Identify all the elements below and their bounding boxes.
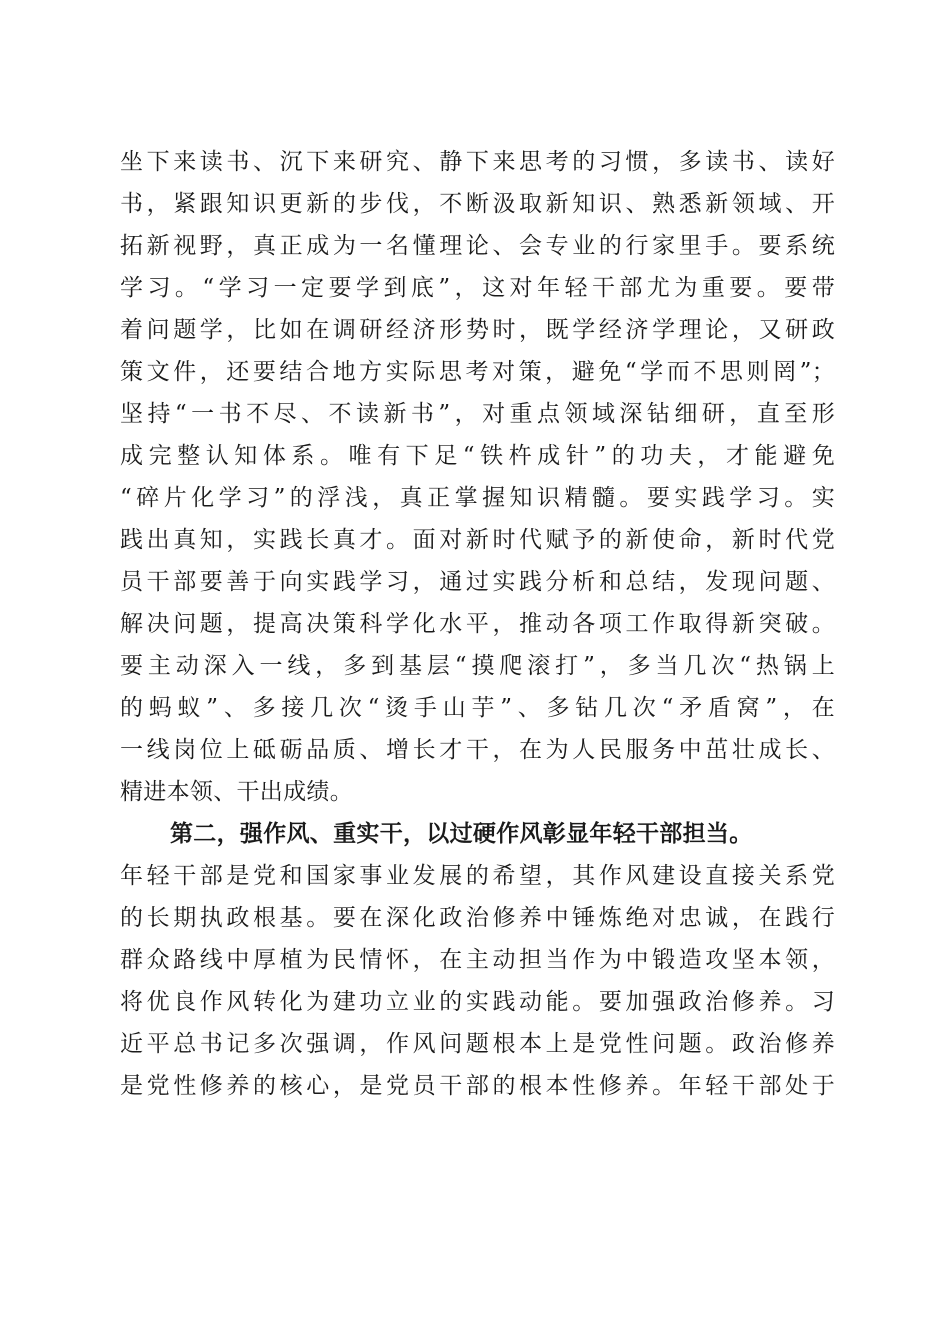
text-line: 群众路线中厚植为民情怀，在主动担当作为中锻造攻坚本领，: [120, 947, 835, 973]
text-line: 着问题学，比如在调研经济形势时，既学经济学理论，又研政: [120, 317, 835, 343]
text-line: 践出真知，实践长真才。面对新时代赋予的新使命，新时代党: [120, 527, 835, 553]
text-line: 要主动深入一线，多到基层“摸爬滚打”，多当几次“热锅上: [120, 653, 835, 679]
text-line: 书，紧跟知识更新的步伐，不断汲取新知识、熟悉新领域、开: [120, 191, 835, 217]
document-body: [120, 141, 835, 1107]
text-line: 的长期执政根基。要在深化政治修养中锤炼绝对忠诚，在践行: [120, 905, 835, 931]
section-heading: 第二，强作风、重实干，以过硬作风彰显年轻干部担当。: [170, 820, 753, 847]
text-line: 坚持“一书不尽、不读新书”，对重点领域深钻细研，直至形: [120, 401, 835, 427]
text-line: 精进本领、干出成绩。: [120, 779, 353, 805]
text-line: 年轻干部是党和国家事业发展的希望，其作风建设直接关系党: [120, 863, 835, 889]
text-line: 将优良作风转化为建功立业的实践动能。要加强政治修养。习: [120, 989, 835, 1015]
text-line: 一线岗位上砥砺品质、增长才干，在为人民服务中茁壮成长、: [120, 737, 835, 763]
text-line: 员干部要善于向实践学习，通过实践分析和总结，发现问题、: [120, 569, 835, 595]
text-line: 成完整认知体系。唯有下足“铁杵成针”的功夫，才能避免: [120, 443, 835, 469]
text-line: 解决问题，提高决策科学化水平，推动各项工作取得新突破。: [120, 611, 835, 637]
text-line: 策文件，还要结合地方实际思考对策，避免“学而不思则罔”；: [120, 359, 835, 385]
text-line: 近平总书记多次强调，作风问题根本上是党性问题。政治修养: [120, 1031, 835, 1057]
text-line: 坐下来读书、沉下来研究、静下来思考的习惯，多读书、读好: [120, 149, 835, 175]
text-line: “碎片化学习”的浮浅，真正掌握知识精髓。要实践学习。实: [120, 485, 835, 511]
text-line: 学习。“学习一定要学到底”，这对年轻干部尤为重要。要带: [120, 275, 835, 301]
text-line: 的蚂蚁”、多接几次“烫手山芋”、多钻几次“矛盾窝”，在: [120, 695, 835, 721]
text-line: 是党性修养的核心，是党员干部的根本性修养。年轻干部处于: [120, 1073, 835, 1099]
text-line: 拓新视野，真正成为一名懂理论、会专业的行家里手。要系统: [120, 233, 835, 259]
